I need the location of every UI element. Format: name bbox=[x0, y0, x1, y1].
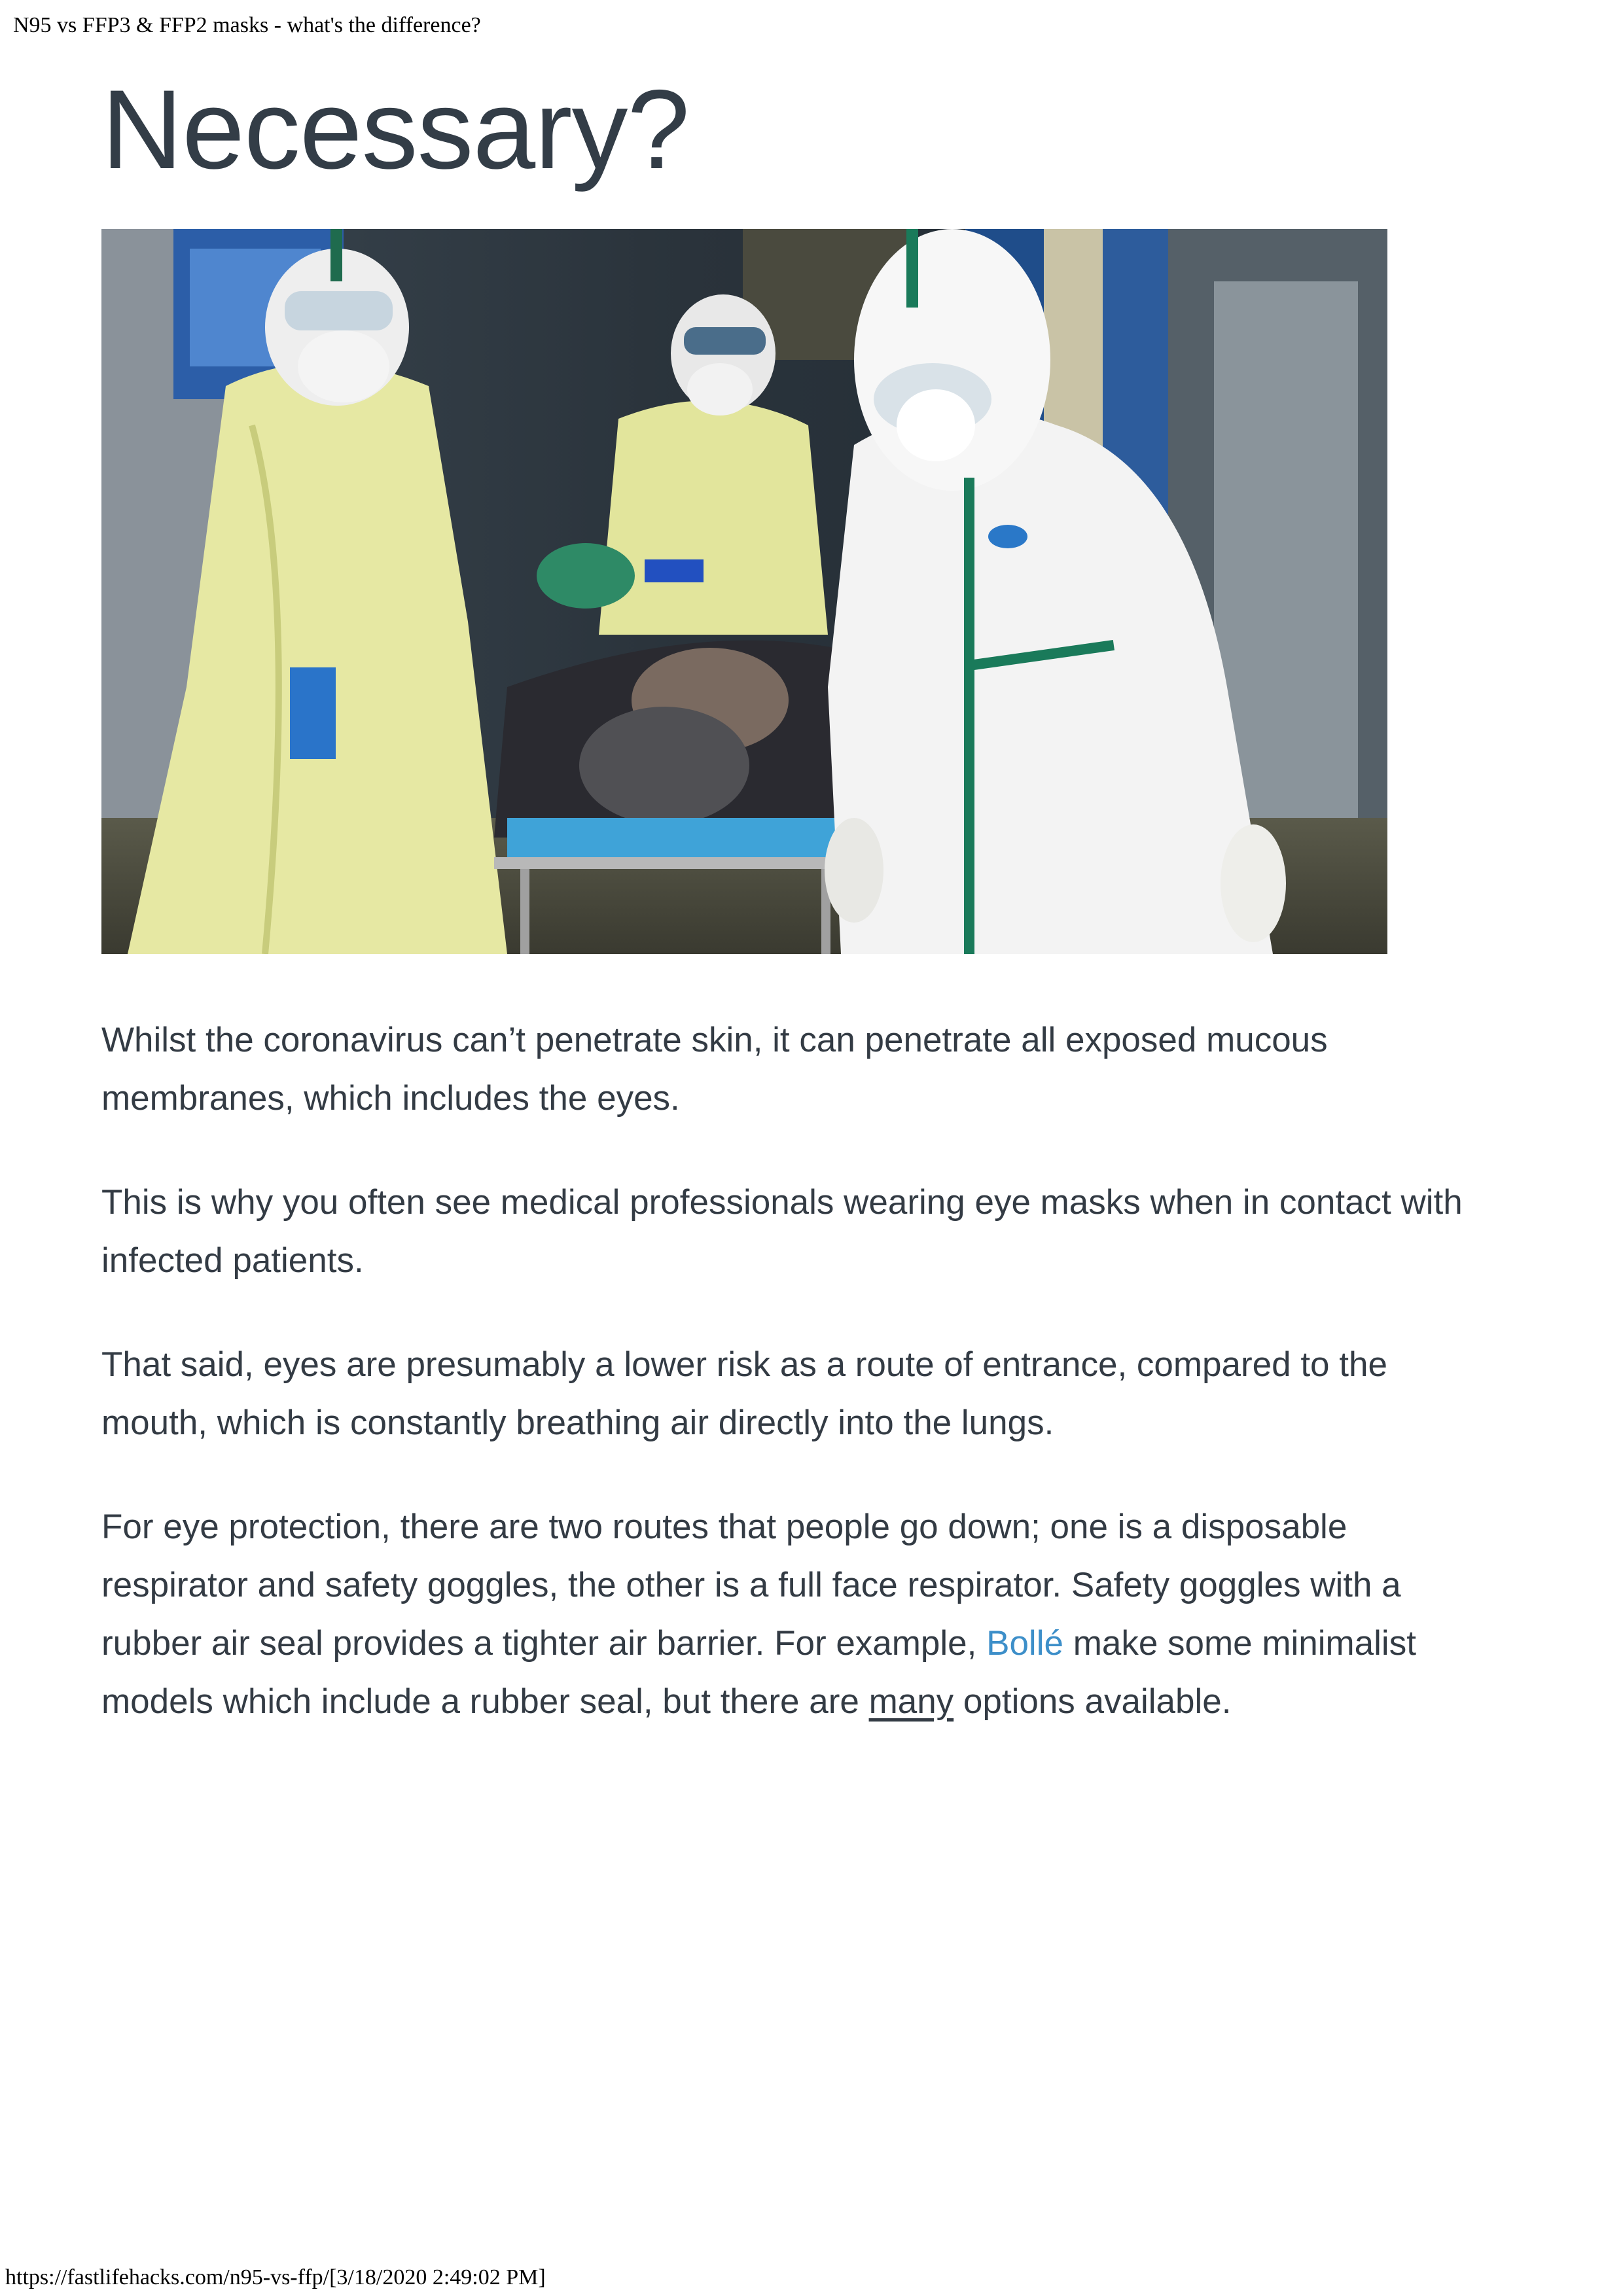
paragraph-2: This is why you often see medical professionals wearing eye masks when in contact with infected patients. bbox=[101, 1183, 1463, 1280]
paragraph-4-text-start: For eye protection, there are two routes that people go down; one is a disposable respirator and safety goggles, the other is a full face respirator. Safety goggles with a rubber air seal provides a tighter air barrier. For example, bbox=[101, 1508, 1401, 1663]
print-footer-url: https://fastlifehacks.com/n95-vs-ffp/[3/18/2020 2:49:02 PM] bbox=[5, 2265, 546, 2289]
paragraph-3: That said, eyes are presumably a lower risk as a route of entrance, compared to the mouth, which is constantly breathing air directly into the lungs. bbox=[101, 1345, 1387, 1442]
bolle-link[interactable]: Bollé bbox=[986, 1624, 1063, 1663]
paragraph-4-text-end: options available. bbox=[954, 1682, 1232, 1721]
article-body bbox=[101, 1011, 1476, 1776]
print-header: N95 vs FFP3 & FFP2 masks - what's the difference? bbox=[13, 13, 481, 37]
hero-image bbox=[101, 229, 1387, 954]
many-options-link[interactable]: many bbox=[868, 1682, 954, 1721]
page-title: Necessary? bbox=[101, 67, 690, 192]
paragraph-4-text-middle: make some minimalist models which include a rubber seal, but there are bbox=[101, 1624, 1416, 1721]
paragraph-1: Whilst the coronavirus can’t penetrate skin, it can penetrate all exposed mucous membranes, which includes the eyes. bbox=[101, 1021, 1328, 1118]
paragraph-4 bbox=[101, 1498, 1476, 1731]
